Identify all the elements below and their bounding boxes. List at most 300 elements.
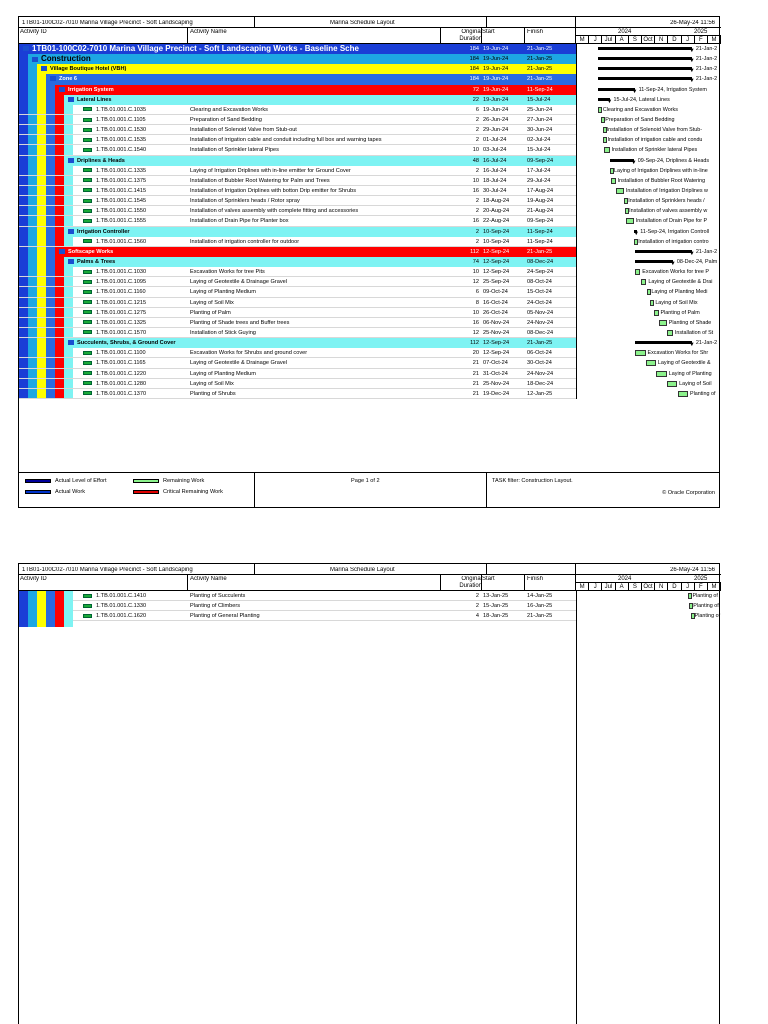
col-start[interactable]: Start — [482, 576, 495, 582]
activity-row[interactable] — [19, 135, 576, 145]
bar-label: 11-Sep-24, Irrigation Controll — [640, 228, 710, 235]
month-label: N — [655, 583, 668, 591]
activity-id: Driplines & Heads — [68, 156, 437, 166]
layout-name: Marina Schedule Layout — [330, 20, 395, 26]
col-original-duration[interactable]: Original Duration — [459, 576, 482, 589]
gantt-row — [577, 216, 721, 226]
activity-row[interactable] — [19, 267, 576, 277]
activity-name: Preparation of Sand Bedding — [190, 116, 262, 123]
task-icon — [83, 107, 92, 111]
gantt-row — [577, 186, 721, 196]
finish-date: 21-Jan-25 — [527, 66, 553, 73]
finish-date: 11-Sep-24 — [527, 86, 553, 93]
original-duration: 21 — [472, 380, 479, 387]
original-duration: 12 — [472, 279, 479, 286]
activity-id: 1TB01-100C02-7010 Marina Village Precinct - Soft Landscaping Works - Baseline Sche — [23, 44, 437, 54]
month-label: Jul — [602, 583, 615, 591]
start-date: 19-Jun-24 — [483, 86, 509, 93]
bar-label: Laying of Soil Mix — [655, 299, 698, 306]
finish-date: 21-Jan-25 — [527, 46, 553, 52]
copyright: © Oracle Corporation — [662, 490, 715, 496]
print-date: 26-May-24 11:56 — [670, 20, 715, 26]
activity-row[interactable] — [19, 348, 576, 358]
summary-end-marker: ▼ — [633, 230, 640, 237]
activity-row[interactable] — [19, 369, 576, 379]
activity-id: Palms & Trees — [68, 257, 437, 267]
task-icon — [83, 290, 92, 294]
bar-label: Installation of Bubbler Root Watering — [617, 177, 706, 184]
summary-bar[interactable] — [598, 57, 692, 60]
summary-bar[interactable] — [635, 341, 692, 344]
activity-bar[interactable] — [678, 391, 688, 397]
summary-end-marker: ▼ — [688, 78, 695, 85]
activity-name: Laying of Geotextile & Drainage Gravel — [190, 279, 288, 286]
timescale-months — [576, 35, 721, 44]
activity-row[interactable] — [19, 601, 576, 611]
bar-label: 21-Jan-2 — [695, 56, 718, 63]
task-icon — [83, 604, 92, 608]
activity-bar[interactable] — [616, 188, 624, 194]
activity-name: Planting of Palm — [190, 309, 231, 316]
gantt-row — [577, 206, 721, 216]
gantt-row — [577, 85, 721, 95]
bar-label: Planting of — [694, 613, 721, 620]
task-icon — [83, 330, 92, 334]
original-duration: 10 — [472, 147, 479, 154]
month-label: S — [629, 583, 642, 591]
finish-date: 02-Jul-24 — [527, 137, 551, 144]
gantt-row — [577, 379, 721, 389]
legend-actual-work: Actual Work — [25, 489, 85, 495]
bar-label: Excavation Works for tree P — [642, 269, 710, 276]
original-duration: 16 — [472, 187, 479, 194]
task-icon — [83, 219, 92, 223]
gantt-row — [577, 145, 721, 155]
bar-label: 08-Dec-24, Palm — [676, 258, 718, 265]
gantt-row — [577, 277, 721, 287]
wbs-folder-icon — [68, 259, 74, 264]
bar-label: Laying of Geotextile & Drai — [648, 279, 713, 286]
start-date: 10-Sep-24 — [483, 228, 510, 235]
activity-row[interactable] — [19, 277, 576, 287]
wbs-row[interactable] — [19, 74, 576, 84]
activity-name: Installation of Stick Guying — [190, 329, 256, 336]
start-date: 07-Oct-24 — [483, 360, 508, 367]
start-date: 19-Jun-24 — [483, 96, 509, 103]
activity-bar[interactable] — [611, 178, 616, 184]
gantt-row — [577, 308, 721, 318]
original-duration: 2 — [475, 116, 479, 123]
gantt-row — [577, 196, 721, 206]
start-date: 12-Sep-24 — [483, 350, 510, 357]
activity-bar[interactable] — [656, 371, 666, 377]
activity-name: Clearing and Excavation Works — [190, 106, 268, 113]
activity-bar[interactable] — [667, 330, 673, 336]
activity-bar[interactable] — [635, 269, 640, 275]
timescale-years — [576, 574, 721, 582]
start-date: 12-Sep-24 — [483, 340, 510, 347]
activity-table — [19, 44, 576, 399]
finish-date: 25-Jun-24 — [527, 106, 553, 113]
activity-row[interactable] — [19, 206, 576, 216]
activity-row[interactable] — [19, 186, 576, 196]
activity-name: Installation of Drain Pipe for Planter box — [190, 218, 289, 225]
gantt-row — [577, 176, 721, 186]
original-duration: 10 — [472, 269, 479, 276]
activity-bar[interactable] — [604, 147, 609, 153]
gantt-row — [577, 227, 721, 237]
original-duration: 2 — [475, 228, 479, 235]
activity-name: Installation of Solenoid Valve from Stub-out — [190, 127, 297, 134]
finish-date: 21-Aug-24 — [527, 208, 554, 215]
activity-row[interactable] — [19, 145, 576, 155]
activity-row[interactable] — [19, 318, 576, 328]
activity-row[interactable] — [19, 591, 576, 601]
activity-bar[interactable] — [654, 310, 658, 316]
original-duration: 112 — [470, 248, 479, 255]
activity-id: Lateral Lines — [68, 95, 437, 105]
wbs-folder-icon — [59, 249, 65, 254]
finish-date: 08-Dec-24 — [527, 329, 554, 336]
finish-date: 17-Jul-24 — [527, 167, 551, 174]
gantt-row — [577, 115, 721, 125]
task-icon — [83, 178, 92, 182]
summary-bar[interactable] — [598, 47, 692, 50]
activity-bar[interactable] — [650, 300, 654, 306]
activity-id: 1.TB.01.001.C.1160 — [83, 287, 187, 297]
activity-id: Irrigation Controller — [68, 227, 437, 237]
activity-id: 1.TB.01.001.C.1215 — [83, 298, 187, 308]
page-header — [19, 17, 719, 44]
original-duration: 8 — [475, 299, 479, 306]
activity-row[interactable] — [19, 105, 576, 115]
wbs-row[interactable] — [19, 44, 576, 54]
finish-date: 24-Nov-24 — [527, 319, 554, 326]
finish-date: 15-Jul-24 — [527, 147, 551, 154]
activity-bar[interactable] — [598, 107, 602, 113]
month-label: M — [708, 36, 721, 44]
activity-row[interactable] — [19, 611, 576, 621]
finish-date: 19-Aug-24 — [527, 198, 554, 205]
wbs-row[interactable] — [19, 338, 576, 348]
activity-id: Zone 6 — [50, 74, 437, 84]
summary-bar[interactable] — [635, 260, 673, 263]
col-activity-name[interactable]: Activity Name — [190, 29, 227, 35]
activity-row[interactable] — [19, 196, 576, 206]
wbs-row[interactable] — [19, 227, 576, 237]
start-date: 19-Jun-24 — [483, 46, 509, 52]
gantt-row — [577, 389, 721, 399]
activity-id: 1.TB.01.001.C.1550 — [83, 206, 187, 216]
bar-label: 21-Jan-2 — [695, 66, 718, 73]
finish-date: 30-Jun-24 — [527, 127, 553, 134]
activity-id: 1.TB.01.001.C.1325 — [83, 318, 187, 328]
finish-date: 17-Aug-24 — [527, 187, 554, 194]
bar-label: Installation of valves assembly w — [629, 208, 708, 215]
activity-row[interactable] — [19, 308, 576, 318]
finish-date: 09-Sep-24 — [527, 218, 554, 225]
col-activity-id[interactable]: Activity ID — [20, 576, 47, 582]
activity-id: 1.TB.01.001.C.1555 — [83, 216, 187, 226]
summary-bar[interactable] — [598, 67, 692, 70]
col-activity-name[interactable]: Activity Name — [190, 576, 227, 582]
start-date: 19-Jun-24 — [483, 56, 509, 63]
gantt-row — [577, 611, 721, 621]
summary-end-marker: ▼ — [688, 48, 695, 54]
wbs-row[interactable] — [19, 95, 576, 105]
original-duration: 20 — [472, 350, 479, 357]
gantt-row — [577, 267, 721, 277]
activity-id: 1.TB.01.001.C.1335 — [83, 166, 187, 176]
gantt-row — [577, 601, 721, 611]
bar-label: Planting of Shade — [668, 319, 712, 326]
start-date: 16-Oct-24 — [483, 299, 508, 306]
wbs-folder-icon — [68, 158, 74, 163]
month-label: D — [668, 36, 681, 44]
bar-label: 21-Jan-2 — [695, 76, 718, 83]
month-label: M — [576, 583, 589, 591]
summary-end-marker: ▼ — [688, 68, 695, 75]
activity-row[interactable] — [19, 379, 576, 389]
original-duration: 2 — [475, 603, 479, 610]
original-duration: 2 — [475, 198, 479, 205]
start-date: 19-Jun-24 — [483, 106, 509, 113]
summary-bar[interactable] — [635, 250, 692, 253]
month-label: A — [616, 583, 629, 591]
start-date: 30-Jul-24 — [483, 187, 507, 194]
activity-id: Construction — [32, 54, 437, 64]
activity-bar[interactable] — [635, 350, 645, 356]
task-icon — [83, 614, 92, 618]
summary-end-marker: ▼ — [669, 260, 676, 267]
activity-id: 1.TB.01.001.C.1410 — [83, 591, 187, 601]
start-date: 19-Dec-24 — [483, 390, 510, 397]
activity-row[interactable] — [19, 166, 576, 176]
start-date: 25-Nov-24 — [483, 380, 510, 387]
activity-id: 1.TB.01.001.C.1165 — [83, 358, 187, 368]
gantt-row — [577, 237, 721, 247]
activity-row[interactable] — [19, 328, 576, 338]
original-duration: 184 — [469, 76, 479, 83]
bar-label: Laying of Planting — [668, 370, 712, 377]
activity-name: Excavation Works for tree Pits — [190, 269, 265, 276]
activity-id: Softscape Works — [59, 247, 437, 257]
summary-bar[interactable] — [598, 77, 692, 80]
col-start[interactable]: Start — [482, 29, 495, 35]
original-duration: 21 — [472, 370, 479, 377]
start-date: 16-Jul-24 — [483, 167, 507, 174]
task-icon — [83, 239, 92, 243]
summary-end-marker: ▼ — [631, 88, 638, 95]
task-icon — [83, 310, 92, 314]
start-date: 29-Jun-24 — [483, 127, 509, 134]
month-label: S — [629, 36, 642, 44]
original-duration: 2 — [475, 137, 479, 144]
original-duration: 2 — [475, 208, 479, 215]
original-duration: 4 — [475, 613, 479, 620]
bar-label: Planting of — [690, 390, 716, 397]
gantt-row — [577, 318, 721, 328]
original-duration: 2 — [475, 127, 479, 134]
activity-bar[interactable] — [646, 360, 656, 366]
activity-row[interactable] — [19, 115, 576, 125]
start-date: 16-Jul-24 — [483, 157, 507, 164]
activity-bar[interactable] — [659, 320, 667, 326]
activity-name: Planting of Shade trees and Buffer trees — [190, 319, 290, 326]
wbs-row[interactable] — [19, 257, 576, 267]
year-label: 2024 — [618, 29, 632, 35]
wbs-row[interactable] — [19, 54, 576, 64]
start-date: 19-Jun-24 — [483, 76, 509, 83]
gantt-row — [577, 298, 721, 308]
wbs-row[interactable] — [19, 247, 576, 257]
activity-row[interactable] — [19, 176, 576, 186]
start-date: 18-Aug-24 — [483, 198, 510, 205]
finish-date: 29-Jul-24 — [527, 177, 551, 184]
original-duration: 2 — [475, 593, 479, 599]
start-date: 13-Jan-25 — [483, 593, 509, 599]
original-duration: 21 — [472, 360, 479, 367]
activity-bar[interactable] — [667, 381, 677, 387]
summary-end-marker: ▼ — [606, 98, 613, 105]
activity-id: Irrigation System — [59, 85, 437, 95]
col-activity-id[interactable]: Activity ID — [20, 29, 47, 35]
activity-name: Installation of Irrigation Driplines with botton Drip emitter for Shrubs — [190, 187, 357, 194]
start-date: 26-Jun-24 — [483, 116, 509, 123]
activity-row[interactable] — [19, 216, 576, 226]
month-label: J — [589, 36, 602, 44]
wbs-folder-icon — [68, 340, 74, 345]
activity-name: Installation of irrigation cable and conduit including full box and warning tapes — [190, 137, 382, 144]
task-icon — [83, 300, 92, 304]
original-duration: 72 — [472, 86, 479, 93]
finish-date: 12-Jan-25 — [527, 390, 553, 397]
activity-bar[interactable] — [641, 279, 647, 285]
start-date: 12-Sep-24 — [483, 248, 510, 255]
bar-label: Laying of Irrigation Driplines with in-line — [613, 167, 708, 174]
original-duration: 6 — [475, 289, 479, 296]
wbs-folder-icon — [41, 66, 47, 71]
gantt-chart — [576, 591, 721, 1024]
activity-name: Laying of Soil Mix — [190, 299, 234, 306]
task-icon — [83, 148, 92, 152]
activity-bar[interactable] — [647, 289, 651, 295]
activity-row[interactable] — [19, 287, 576, 297]
activity-name: Planting of Succulents — [190, 593, 246, 599]
original-duration: 184 — [469, 66, 479, 73]
bar-label: Laying of Geotextile & — [657, 360, 711, 367]
summary-bar[interactable] — [598, 88, 634, 91]
start-date: 01-Jul-24 — [483, 137, 507, 144]
col-finish[interactable]: Finish — [527, 576, 544, 582]
wbs-folder-icon — [59, 87, 65, 92]
activity-id: 1.TB.01.001.C.1415 — [83, 186, 187, 196]
activity-bar[interactable] — [626, 218, 634, 224]
finish-date: 21-Jan-25 — [527, 613, 553, 620]
bar-label: Laying of Planting Medi — [651, 289, 708, 296]
finish-date: 08-Dec-24 — [527, 258, 554, 265]
activity-name: Laying of Geotextile & Drainage Gravel — [190, 360, 288, 367]
gantt-row — [577, 74, 721, 84]
finish-date: 08-Oct-24 — [527, 279, 552, 286]
start-date: 12-Sep-24 — [483, 269, 510, 276]
wbs-row[interactable] — [19, 64, 576, 74]
activity-id: 1.TB.01.001.C.1280 — [83, 379, 187, 389]
bar-label: 09-Sep-24, Driplines & Heads — [637, 157, 710, 164]
gantt-row — [577, 338, 721, 348]
month-label: M — [576, 36, 589, 44]
bar-label: Clearing and Excavation Works — [602, 106, 678, 113]
task-icon — [83, 118, 92, 122]
start-date: 09-Oct-24 — [483, 289, 508, 296]
legend-level-of-effort: Actual Level of Effort — [25, 478, 107, 484]
activity-row[interactable] — [19, 125, 576, 135]
bar-label: Excavation Works for Shr — [647, 350, 709, 357]
month-label: A — [616, 36, 629, 44]
wbs-row[interactable] — [19, 85, 576, 95]
task-icon — [83, 199, 92, 203]
month-label: Oct — [642, 36, 655, 44]
task-icon — [83, 188, 92, 192]
task-icon — [83, 168, 92, 172]
legend-remaining-work: Remaining Work — [133, 478, 204, 484]
activity-id: 1.TB.01.001.C.1330 — [83, 601, 187, 611]
activity-row[interactable] — [19, 358, 576, 368]
activity-name: Excavation Works for Shrubs and ground cover — [190, 350, 308, 357]
bar-label: Installation of St — [674, 329, 714, 336]
summary-end-marker: ▼ — [688, 58, 695, 65]
bar-label: 15-Jul-24, Lateral Lines — [613, 96, 670, 103]
activity-id: 1.TB.01.001.C.1220 — [83, 369, 187, 379]
activity-row[interactable] — [19, 237, 576, 247]
finish-date: 06-Oct-24 — [527, 350, 552, 357]
original-duration: 10 — [472, 177, 479, 184]
activity-row[interactable] — [19, 298, 576, 308]
task-icon — [83, 138, 92, 142]
month-label: D — [668, 583, 681, 591]
col-finish[interactable]: Finish — [527, 29, 544, 35]
wbs-row[interactable] — [19, 156, 576, 166]
wbs-folder-icon — [50, 76, 56, 81]
start-date: 15-Jan-25 — [483, 603, 509, 610]
activity-id: 1.TB.01.001.C.1035 — [83, 105, 187, 115]
activity-id: 1.TB.01.001.C.1540 — [83, 145, 187, 155]
month-label: J — [682, 583, 695, 591]
month-label: F — [695, 36, 708, 44]
activity-name: Installation of Sprinkler lateral Pipes — [190, 147, 279, 154]
bar-label: Installation of Sprinkler lateral Pipes — [611, 147, 698, 154]
bar-label: Installation of irrigation cable and condu — [607, 137, 703, 144]
activity-id: Succulents, Shrubs, & Ground Cover — [68, 338, 437, 348]
start-date: 25-Nov-24 — [483, 329, 510, 336]
activity-row[interactable] — [19, 389, 576, 399]
bar-label: Planting of — [693, 603, 719, 610]
finish-date: 27-Jun-24 — [527, 116, 553, 123]
activity-name: Installation of irrigation controller for outdoor — [190, 238, 300, 245]
original-duration: 16 — [472, 319, 479, 326]
gantt-row — [577, 348, 721, 358]
activity-name: Installation of Sprinklers heads / Rotor spray — [190, 198, 300, 205]
finish-date: 16-Jan-25 — [527, 603, 553, 610]
finish-date: 11-Sep-24 — [527, 228, 553, 235]
start-date: 19-Jun-24 — [483, 66, 509, 73]
schedule-page-2 — [18, 563, 720, 1024]
finish-date: 05-Nov-24 — [527, 309, 554, 316]
finish-date: 21-Jan-25 — [527, 340, 553, 347]
col-original-duration[interactable]: Original Duration — [459, 29, 482, 42]
timescale-months — [576, 582, 721, 591]
year-label: 2024 — [618, 576, 632, 582]
